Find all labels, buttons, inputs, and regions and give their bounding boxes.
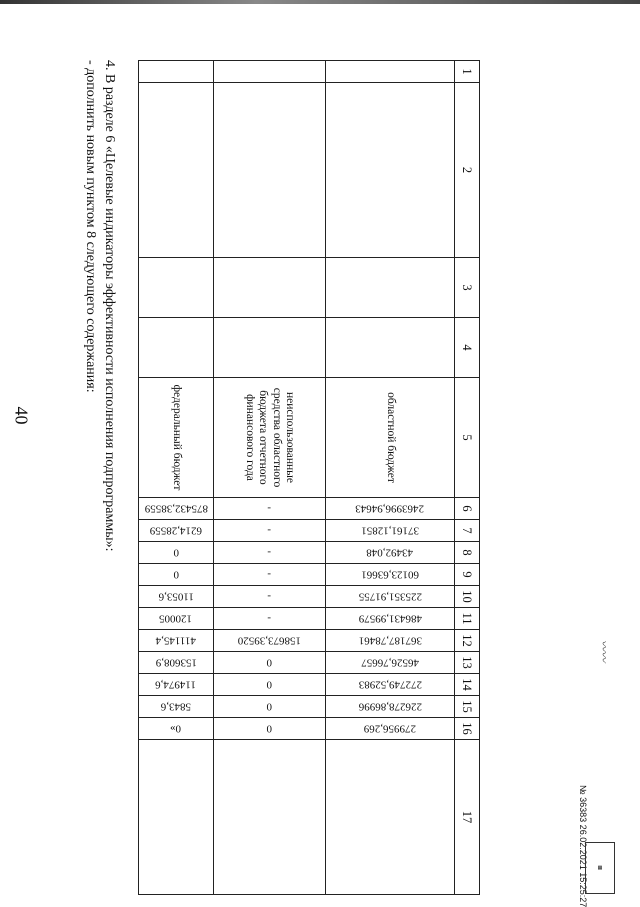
col-header: 16 bbox=[455, 718, 480, 740]
value-cell: 0 bbox=[214, 718, 326, 740]
col-header: 5 bbox=[455, 378, 480, 498]
signature: 〰〰 bbox=[597, 640, 609, 662]
value-cell: 37161,12851 bbox=[326, 520, 455, 542]
value-cell: 0 bbox=[214, 674, 326, 696]
value-cell: 279956,269 bbox=[326, 718, 455, 740]
value-cell: - bbox=[214, 520, 326, 542]
value-cell: 0» bbox=[139, 718, 214, 740]
value-cell: 158673,39520 bbox=[214, 630, 326, 652]
value-cell: 0 bbox=[139, 564, 214, 586]
note-line: - дополнить новым пунктом 8 следующего содержания: bbox=[83, 60, 99, 393]
value-cell: 5843,6 bbox=[139, 696, 214, 718]
value-cell: 6214,28559 bbox=[139, 520, 214, 542]
col-header: 8 bbox=[455, 542, 480, 564]
col-header: 14 bbox=[455, 674, 480, 696]
value-cell: 46526,76657 bbox=[326, 652, 455, 674]
col-header: 7 bbox=[455, 520, 480, 542]
value-cell: 367187,78461 bbox=[326, 630, 455, 652]
scan-edge bbox=[0, 0, 640, 4]
value-cell: 0 bbox=[139, 542, 214, 564]
value-cell: 0 bbox=[214, 696, 326, 718]
col-header: 2 bbox=[455, 83, 480, 258]
note-line: 4. В разделе 6 «Целевые индикаторы эффективности исполнения подпрограммы»: bbox=[102, 60, 117, 552]
col-header: 9 bbox=[455, 564, 480, 586]
value-cell: 114974,6 bbox=[139, 674, 214, 696]
registration-stamp: № 36383 26.02.2021 15:25:27 bbox=[578, 785, 588, 907]
stamp-logo: ▦ bbox=[585, 842, 615, 894]
value-cell: 875432,38559 bbox=[139, 498, 214, 520]
value-cell: - bbox=[214, 564, 326, 586]
value-cell: 120005 bbox=[139, 608, 214, 630]
value-cell: 226278,86996 bbox=[326, 696, 455, 718]
value-cell: 2463996,94643 bbox=[326, 498, 455, 520]
col-header: 13 bbox=[455, 652, 480, 674]
source-cell: неиспользованные средства областного бюджета отчетного финансового года bbox=[214, 378, 326, 498]
value-cell: 0 bbox=[214, 652, 326, 674]
col-header: 4 bbox=[455, 318, 480, 378]
col-header: 10 bbox=[455, 586, 480, 608]
source-cell: областной бюджет bbox=[326, 378, 455, 498]
value-cell: 411145,4 bbox=[139, 630, 214, 652]
value-cell: 225351,91755 bbox=[326, 586, 455, 608]
value-cell: - bbox=[214, 608, 326, 630]
col-header: 1 bbox=[455, 61, 480, 83]
col-header: 15 bbox=[455, 696, 480, 718]
value-cell: - bbox=[214, 586, 326, 608]
value-cell: 11053,6 bbox=[139, 586, 214, 608]
value-cell: - bbox=[214, 498, 326, 520]
col-header: 3 bbox=[455, 258, 480, 318]
page-number: 40 bbox=[11, 406, 32, 425]
col-header: 17 bbox=[455, 740, 480, 895]
source-cell: федеральный бюджет bbox=[139, 378, 214, 498]
value-cell: 43492,048 bbox=[326, 542, 455, 564]
value-cell: 272749,52983 bbox=[326, 674, 455, 696]
col-header: 6 bbox=[455, 498, 480, 520]
col-header: 12 bbox=[455, 630, 480, 652]
data-columns bbox=[80, 30, 465, 830]
value-cell: - bbox=[214, 542, 326, 564]
value-cell: 60123,63661 bbox=[326, 564, 455, 586]
value-cell: 153608,9 bbox=[139, 652, 214, 674]
value-cell: 486431,99579 bbox=[326, 608, 455, 630]
col-header: 11 bbox=[455, 608, 480, 630]
